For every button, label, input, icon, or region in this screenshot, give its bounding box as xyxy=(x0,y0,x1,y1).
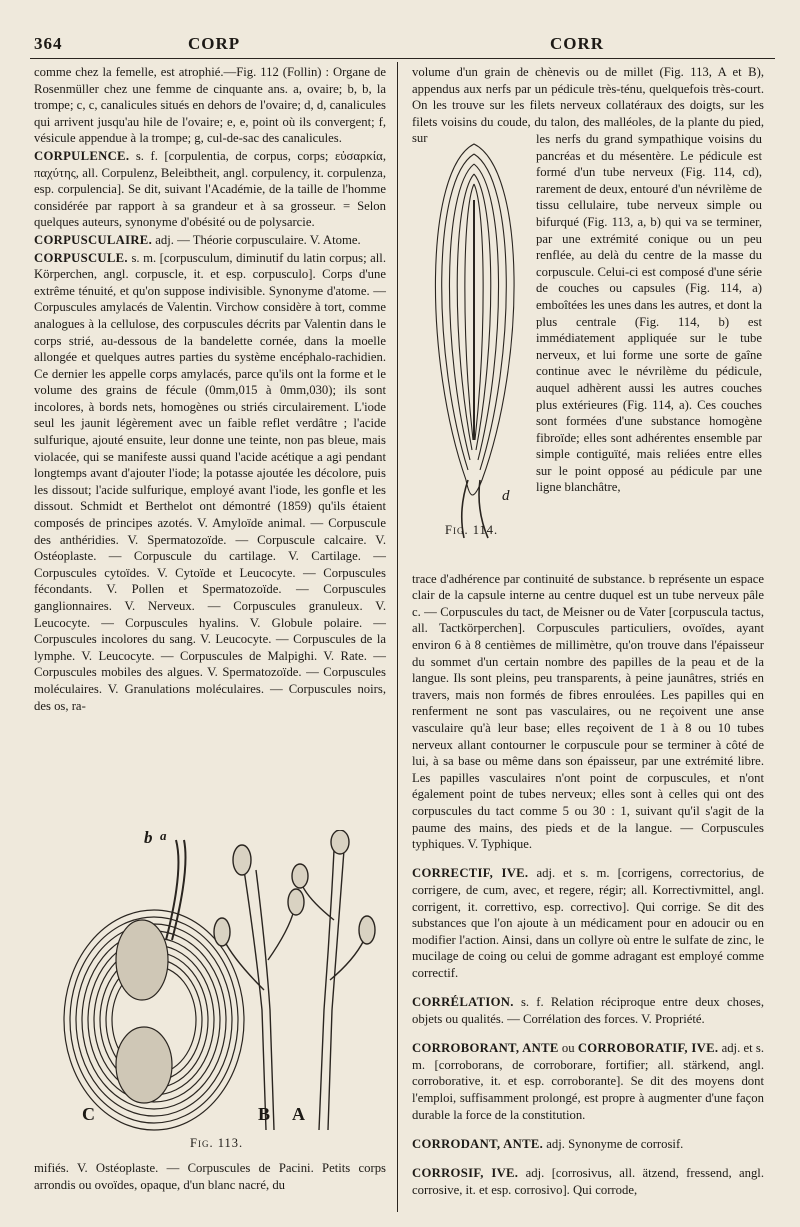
connector: ou xyxy=(561,1041,575,1056)
entry-corpulence xyxy=(34,148,386,231)
entry-body: adj. et s. m. [corroborans, de corroborare, fortifier; all. stärkend, angl. corroborative, it. et esp. corroborante]. Se dit des moyens dont l'emploi, suffisamment prolongé, est propre à augmenter d'une façon durable la force de la constitution. xyxy=(412,1041,764,1122)
entry-corroborant xyxy=(412,1040,764,1123)
headword: CORROSIF, IVE. xyxy=(412,1166,519,1181)
fig113-label-B: B xyxy=(258,1104,271,1124)
fig113-label-C: C xyxy=(82,1104,95,1124)
entry-correlation xyxy=(412,994,764,1027)
entry-body: adj. Synonyme de corrosif. xyxy=(546,1136,684,1151)
figure-114-illustration xyxy=(418,140,530,540)
right-column-head: volume d'un grain de chènevis ou de millet (Fig. 113, A et B), appendus aux nerfs par un pédicule très-ténu, quelquefois très-court. On les trouve sur les filets nerveux collatéraux des doigts, sur les filets voisins du coude, du talon, des malléoles, de la plante du pied, sur xyxy=(412,65,764,146)
entry-corrodant xyxy=(412,1136,764,1153)
fig114-label-d: d xyxy=(502,488,510,504)
figure-113-illustration xyxy=(34,830,386,1140)
header-rule xyxy=(30,58,775,59)
pacinian-corpuscule-C xyxy=(64,840,244,1130)
entry-body: s. f. [corpulentia, de corpus, corps; εὐσαρκία, παχύτης, all. Corpulenz, Beleibtheit, angl. corpulency, it. corpulenza, esp. corpulencia]. Se dit, suivant l'Académie, de la taille de l'homme considérée par rapport à sa grandeur et à sa grosseur. = Selon quelques auteurs, synonyme d'obésité ou de polysarcie. xyxy=(34,148,386,230)
entry-body: adj. [corrosivus, all. ätzend, fressend, angl. corrosive, it. et esp. corrosivo]. Qui corrode, xyxy=(412,1166,764,1197)
right-column-body xyxy=(412,558,764,1211)
figure-113-caption: Fig. 113. xyxy=(190,1136,244,1150)
paragraph-tact: trace d'adhérence par continuité de substance. b représente un espace clair de la capsule interne au centre duquel est un tube nerveux pâle c. — Corpuscules du tact, de Meisner ou de Vater [corpuscula tactus, all. Tactkörperchen]. Corpuscules particuliers, ovoïdes, ayant environ 6 à 8 centièmes de millimètre, qu'on trouve dans l'épaisseur du sommet d'un certain nombre des papilles de la peau et de la langue. Ils sont pleins, peu transparents, à peine jaunâtres, striés en travers, mais non formés de fibres enroulées. Les papilles qui en renferment ne sont pas vasculaires, ou ne reçoivent une anse vasculaire qu'à leur base; elles reçoivent de 1 à 8 ou 10 tubes nerveux allant contourner le corpuscule pour se terminer à côté de lui, à sa base ou même dans son épaisseur, par une extrémité libre. Les papilles vasculaires n'ont point de corpuscules, et n'ont également point de tubes nerveux; elles sont à celles qui ont des corpuscules du tact comme 5 ou 30 : 1, suivant qu'il s'agit de la paume des mains, des pieds et de la langue. — Corpuscules typhiques. V. Typhique. xyxy=(412,571,764,852)
entry-body: s. f. Relation réciproque entre deux choses, objets ou qualités. — Corrélation des forces. V. Propriété. xyxy=(412,995,764,1026)
left-column xyxy=(34,64,386,715)
entry-body: s. m. [corpusculum, diminutif du latin corpus; all. Körperchen, angl. corpuscle, it. et esp. corpusculo]. Corps d'une extrême ténuité, et qu'on suppose indivisible. Synonyme d'atome. — Corpuscules amylacés de Valentin. Virchow considère à tort, comme analogues à la cellulose, des corpuscules décrits par Valentin dans le corps strié, au-dessous de la bandelette cornée, dans la moelle allongée et quelques autres parties du système encéphalo-rachidien. Ce dernier les appelle corps amylacés, parce qu'ils ont la forme et le volume des grains de fécule (0mm,015 à 0mm,030); ils sont incolores, à bords nets, homogènes ou striés circulairement. L'iode seul les jaunit légèrement avec un faible reflet verdâtre ; l'acide sulfurique, ajouté ensuite, leur donne une teinte, non pas bleue, mais violacée, qui se manifeste aussi quand l'acide acétique a agi pendant longtemps avant d'ajouter l'iode; la potasse ajoutée les décolore, puis les dissout; l'acide sulfurique, employé avant l'iode, les gonfle et les dissout. Schmidt et Berthelot ont démontré (1859) qu'ils étaient composés de principes azotés. V. Amyloïde animal. — Corpuscule des anthéridies. V. Spermatozoïde. — Corpuscule calcaire. V. Ostéoplaste. — Corpuscule du cartilage. V. Cartilage. — Corpuscules cytoïdes. V. Cytoïde et Leucocyte. — Corpuscules fécondants. V. Pollen et Spermatozoïde. — Corpuscules ganglionnaires. V. Nerveux. — Corpuscules granuleux. V. Leucocyte. — Corpuscules hyalins. V. Globule polaire. — Corpuscules incolores du sang. V. Leucocyte. — Corpuscules de la lymphe. V. Leucocyte. — Corpuscules de Malpighi. V. Rate. — Corpuscules mobiles des algues. V. Spermatozoïde. — Corpuscules moléculaires. V. Granulations moléculaires. — Corpuscules noirs, des os, ra- xyxy=(34,250,386,713)
entry-corrosif xyxy=(412,1165,764,1198)
entry-corpuscule xyxy=(34,250,386,715)
running-head-right: CORR xyxy=(550,34,605,53)
left-column-continuation: mifiés. V. Ostéoplaste. — Corpuscules de Pacini. Petits corps arrondis ou ovoïdes, opaque, d'un blanc nacré, du xyxy=(34,1161,386,1192)
headword: CORPUSCULAIRE. xyxy=(34,232,153,247)
running-head-left: CORP xyxy=(188,34,241,53)
headword: CORPUSCULE. xyxy=(34,250,128,265)
headword: CORRÉLATION. xyxy=(412,995,514,1010)
headword: CORRODANT, ANTE. xyxy=(412,1136,544,1151)
entry-body: adj. et s. m. [corrigens, correctorius, de corrigere, de cum, avec, et regere, régir; all. Korrectivmittel, angl. corrigent, it. correttivo, esp. correctivo]. Qui corrige. Se dit des substances que l'on ajoute à un médicament pour en adoucir ou en modifier l'action. Ainsi, dans un collyre où entre le sulfate de zinc, le mucilage de coing ou celui de gomme adragant est employé comme correctif. xyxy=(412,866,765,981)
nerve-branch-A xyxy=(292,830,375,1130)
headword: CORPULENCE. xyxy=(34,148,130,163)
headword: CORROBORATIF, IVE. xyxy=(577,1041,719,1056)
headword: CORRECTIF, IVE. xyxy=(412,866,529,881)
text-beside-figure-114: les nerfs du grand sympathique voisins du pancréas et du mésentère. Le pédicule est formé d'un tube nerveux (Fig. 114, cd), rarement de deux, entouré d'un névrilème de tissu cellulaire, tube nerveux simple ou bifurqué (Fig. 113, a, b) qui va se terminer, par une extrémité conique ou un peu renflée, au delà du centre de la masse du corpuscule. Celui-ci est composé d'une série de couches ou capsules (Fig. 114, a) emboîtées les unes dans les autres, et dont la plus centrale (Fig. 114, b) est immédiatement appliquée sur le tube nerveux, et lui forme une sorte de gaîne continue avec le névrilème du pédicule, auquel adhèrent aussi les autres couches plus extérieures (Fig. 114, a). Ces couches sont formées d'une substance homogène fibroïde; elles sont adhérentes ensemble par simple contiguïté, mais reliées entre elles sur le point opposé au pédicule par une ligne blanchâtre, xyxy=(536,132,762,495)
page-number: 364 xyxy=(34,34,63,53)
entry-body: adj. — Théorie corpusculaire. V. Atome. xyxy=(155,232,361,247)
column-divider xyxy=(397,62,398,1212)
fig113-label-a: a xyxy=(160,828,167,843)
paragraph-rosenmuller: comme chez la femelle, est atrophié.—Fig. 112 (Follin) : Organe de Rosenmüller chez une femme de cinquante ans. a, ovaire; b, b, la trompe; c, c, canalicules situés en dehors de l'ovaire; d, d, canalicules qui arrivent jusqu'au hile de l'ovaire; e, e, point où ils convergent; f, vésicule appendue à la trompe; g, cul-de-sac des canalicules. xyxy=(34,65,386,146)
fig113-label-A: A xyxy=(292,1104,305,1124)
fig113-label-b: b xyxy=(144,828,153,847)
headword: CORROBORANT, ANTE xyxy=(412,1041,559,1056)
entry-corpusculaire xyxy=(34,232,386,249)
figure-114-caption: Fig. 114. xyxy=(445,523,499,537)
entry-correctif xyxy=(412,865,764,981)
